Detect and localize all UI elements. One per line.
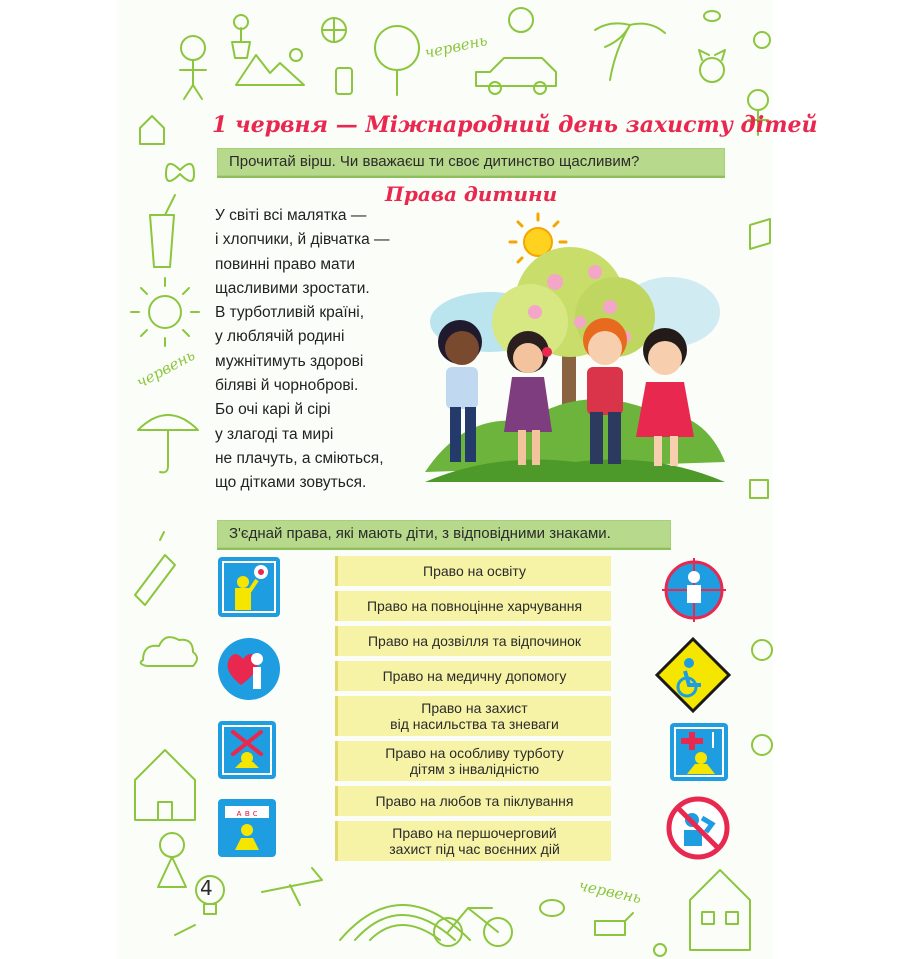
svg-text:червень: червень [577,876,643,908]
poem-line: В турботливій країні, [215,304,365,322]
svg-text:червень: червень [133,345,198,392]
child-target-crosshair-icon[interactable] [661,557,727,623]
task-text: З'єднай права, які мають діти, з відповідними знаками. [229,525,611,542]
poem [215,204,390,496]
question-band [217,148,725,178]
right-label: Право на медичну допомогу [382,668,567,684]
child-ball-icon[interactable] [217,556,281,618]
poem-line: повинні право мати [215,255,356,273]
right-label: Право на першочерговий захист під час воєнних дій [389,825,560,857]
page-title: 1 червня — Міжнародний день захисту дітей [212,112,818,138]
right-item[interactable] [335,741,611,781]
right-label: Право на особливу турботу дітям з інвалідністю [385,745,564,777]
right-item[interactable] [335,556,611,586]
right-label: Право на захист від насильства та зневаги [390,700,559,732]
poem-line: біляві й чорноброві. [215,377,359,395]
child-1-icon [438,320,482,462]
poem-line: у люблячій родині [215,328,345,346]
right-item[interactable] [335,696,611,736]
svg-text:червень: червень [423,31,489,62]
poem-title: Права дитини [385,182,558,206]
child-crossed-spoons-icon[interactable] [217,720,277,780]
poem-line: не плачуть, а сміються, [215,449,384,467]
svg-text:ᴀ ʙ ᴄ: ᴀ ʙ ᴄ [236,809,258,819]
poem-line: щасливими зростати. [215,279,370,297]
poem-line: мужнітимуть здорові [215,352,364,370]
right-item[interactable] [335,661,611,691]
right-item[interactable] [335,626,611,656]
rights-list [335,556,611,866]
poem-line: що дітками зовуться. [215,474,367,492]
poem-line: Бо очі карі й сірі [215,401,331,419]
right-label: Право на дозвілля та відпочинок [367,633,582,649]
no-violence-icon[interactable] [666,796,730,860]
right-label: Право на любов та піклування [375,793,574,809]
right-item[interactable] [335,821,611,861]
children-illustration [420,212,730,494]
poem-line: У світі всі малятка — [215,207,367,224]
right-item[interactable] [335,786,611,816]
child-medical-cross-icon[interactable] [669,722,729,782]
question-text: Прочитай вірш. Чи вважаєш ти своє дитинство щасливим? [229,153,640,170]
poem-line: і хлопчики, й дівчатка — [215,231,390,249]
right-label: Право на освіту [423,563,526,579]
page-number: 4 [200,876,213,900]
heart-child-icon[interactable] [217,637,281,701]
task-band [217,520,671,550]
right-label: Право на повноцінне харчування [366,598,583,614]
child-school-icon[interactable] [217,798,277,858]
poem-line: у злагоді та мирі [215,425,334,443]
wheelchair-diamond-icon[interactable] [655,637,731,713]
right-item[interactable] [335,591,611,621]
